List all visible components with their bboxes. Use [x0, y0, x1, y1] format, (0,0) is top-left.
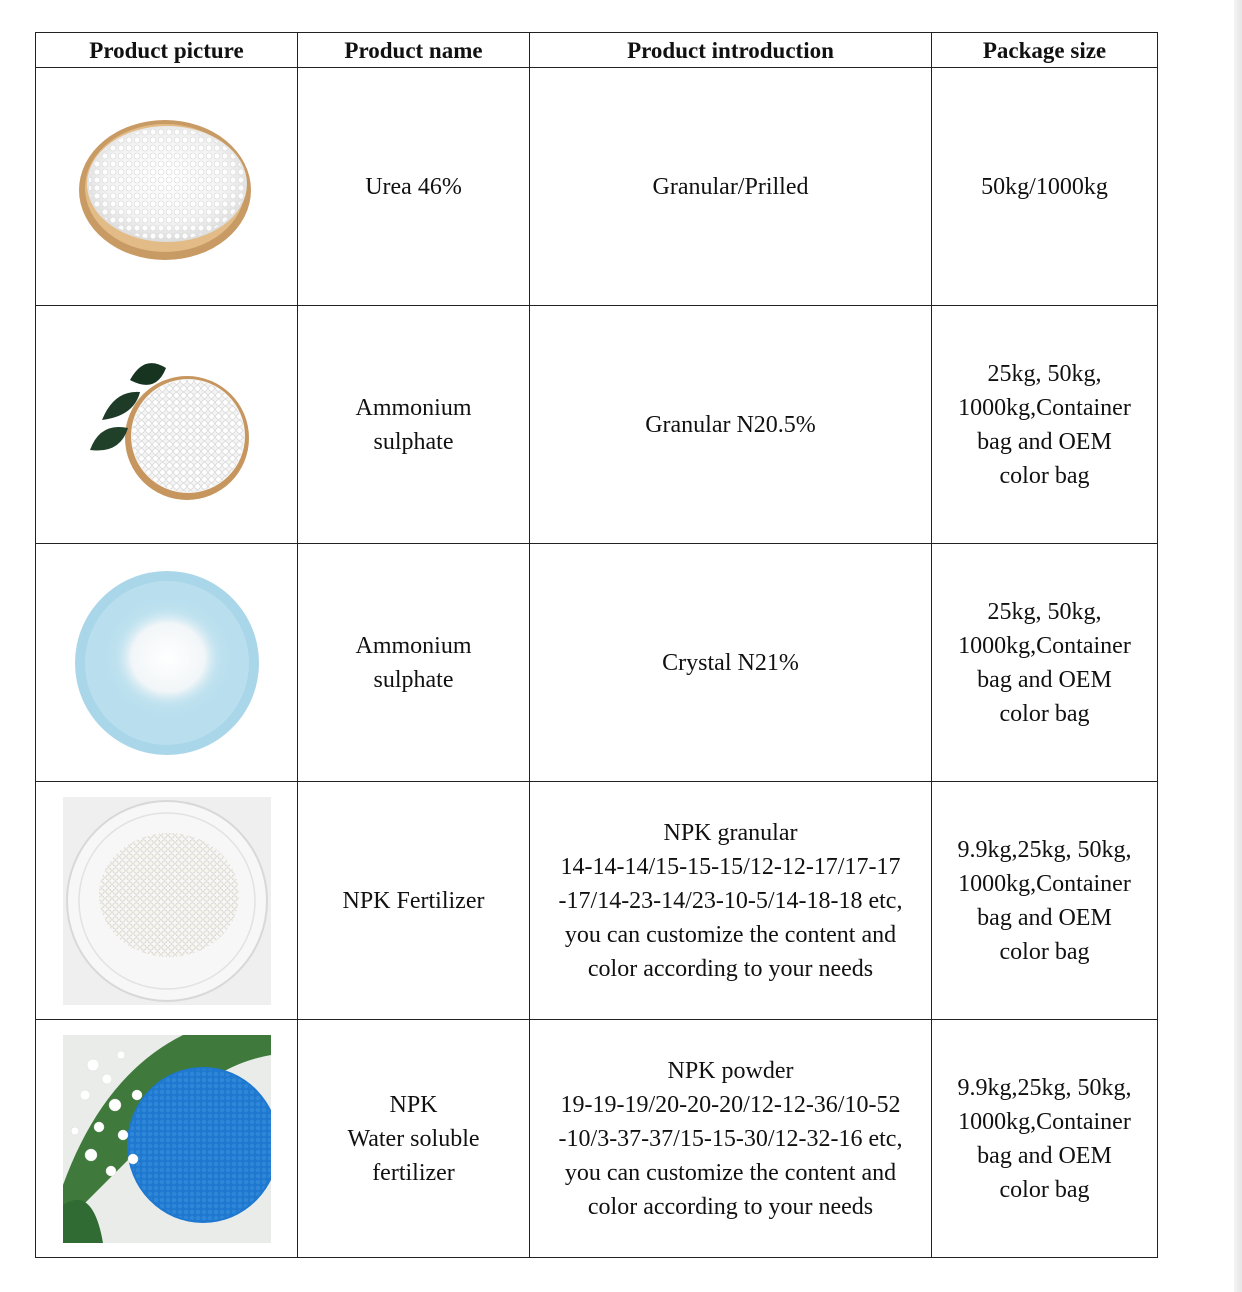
- header-row: [36, 33, 1158, 68]
- product-picture-cell: [36, 544, 298, 782]
- product-introduction-cell: NPK powder 19-19-19/20-20-20/12-12-36/10-52 -10/3-37-37/15-15-30/12-32-16 etc, you can customize the content and color according to your needs: [530, 1020, 932, 1258]
- urea-granules-image: [77, 112, 257, 262]
- product-picture-cell: [36, 68, 298, 306]
- ammonium-sulphate-granular-image: [82, 350, 252, 500]
- product-name-cell: NPK Water soluble fertilizer: [298, 1020, 530, 1258]
- product-picture-cell: [36, 782, 298, 1020]
- page-edge-shadow: [1234, 0, 1242, 1292]
- package-size-cell: 9.9kg,25kg, 50kg, 1000kg,Container bag and OEM color bag: [932, 782, 1158, 1020]
- product-picture-cell: [36, 306, 298, 544]
- product-introduction-cell: NPK granular 14-14-14/15-15-15/12-12-17/17-17 -17/14-23-14/23-10-5/14-18-18 etc, you can customize the content and color according to your needs: [530, 782, 932, 1020]
- table-row: [36, 544, 1158, 782]
- product-introduction-cell: Crystal N21%: [530, 544, 932, 782]
- table-row: [36, 68, 1158, 306]
- product-introduction-cell: Granular N20.5%: [530, 306, 932, 544]
- header-package-size: Package size: [932, 33, 1158, 68]
- table-row: [36, 306, 1158, 544]
- ammonium-sulphate-crystal-image: [72, 568, 262, 758]
- npk-fertilizer-image: [63, 797, 271, 1005]
- product-name-cell: Ammonium sulphate: [298, 306, 530, 544]
- product-name-cell: NPK Fertilizer: [298, 782, 530, 1020]
- package-size-cell: 50kg/1000kg: [932, 68, 1158, 306]
- table-row: [36, 782, 1158, 1020]
- npk-water-soluble-image: [63, 1035, 271, 1243]
- header-product-picture: Product picture: [36, 33, 298, 68]
- package-size-cell: 9.9kg,25kg, 50kg, 1000kg,Container bag and OEM color bag: [932, 1020, 1158, 1258]
- product-name-cell: Ammonium sulphate: [298, 544, 530, 782]
- product-introduction-cell: Granular/Prilled: [530, 68, 932, 306]
- package-size-cell: 25kg, 50kg, 1000kg,Container bag and OEM color bag: [932, 544, 1158, 782]
- product-table: [35, 32, 1158, 1258]
- table-row: [36, 1020, 1158, 1258]
- header-product-introduction: Product introduction: [530, 33, 932, 68]
- product-name-cell: Urea 46%: [298, 68, 530, 306]
- package-size-cell: 25kg, 50kg, 1000kg,Container bag and OEM color bag: [932, 306, 1158, 544]
- header-product-name: Product name: [298, 33, 530, 68]
- product-picture-cell: [36, 1020, 298, 1258]
